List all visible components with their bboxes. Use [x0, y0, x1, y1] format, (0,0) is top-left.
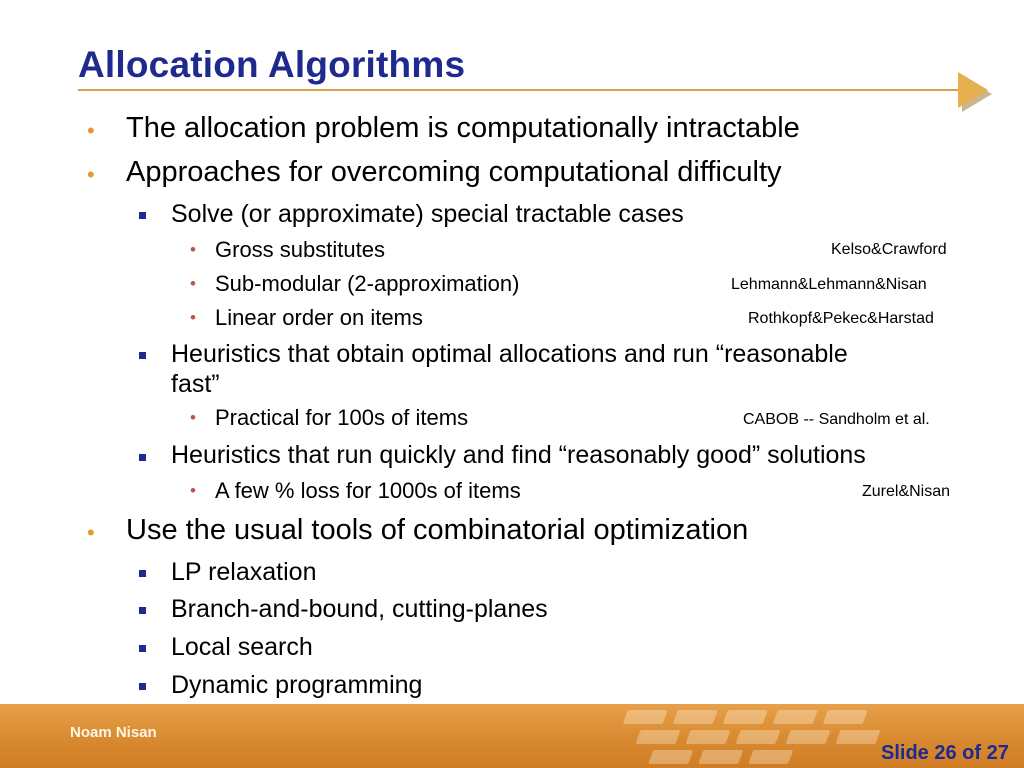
bullet-level3: Practical for 100s of items — [215, 405, 469, 430]
bullet-level3: Sub-modular (2-approximation) — [215, 271, 520, 296]
citation: Lehmann&Lehmann&Nisan — [731, 276, 927, 293]
bullet-level2: Branch-and-bound, cutting-planes — [171, 595, 548, 623]
slide-title: Allocation Algorithms — [78, 44, 466, 85]
bullet-dot-icon: • — [87, 520, 95, 545]
footer-author: Noam Nisan — [70, 724, 157, 741]
citation: CABOB -- Sandholm et al. — [743, 411, 930, 428]
bullet-level1: Use the usual tools of combinatorial optimization — [126, 514, 749, 546]
square-bullet-icon — [139, 607, 146, 614]
citation: Rothkopf&Pekec&Harstad — [748, 310, 934, 327]
citation: Zurel&Nisan — [862, 483, 951, 500]
play-arrow-icon[interactable] — [956, 70, 994, 114]
bullet-dot-icon: • — [87, 162, 95, 187]
bullet-dot-icon: • — [190, 274, 196, 293]
bullet-dot-icon: • — [190, 308, 196, 327]
square-bullet-icon — [139, 212, 146, 219]
square-bullet-icon — [139, 570, 146, 577]
bullet-level2: Local search — [171, 633, 313, 661]
bullet-dot-icon: • — [190, 481, 196, 500]
citation: Kelso&Crawford — [831, 241, 947, 258]
title-divider — [78, 89, 958, 91]
square-bullet-icon — [139, 454, 146, 461]
bullet-dot-icon: • — [190, 240, 196, 259]
bullet-level3: Linear order on items — [215, 305, 423, 330]
square-bullet-icon — [139, 683, 146, 690]
bullet-level3: Gross substitutes — [215, 237, 385, 262]
bullet-level2: Dynamic programming — [171, 671, 423, 699]
bullet-level2-continued: fast” — [171, 370, 220, 398]
square-bullet-icon — [139, 352, 146, 359]
bullet-level2: Solve (or approximate) special tractable cases — [171, 200, 684, 228]
slide-number: Slide 26 of 27 — [881, 742, 1009, 764]
bullet-dot-icon: • — [190, 408, 196, 427]
bullet-level2: Heuristics that run quickly and find “reasonably good” solutions — [171, 441, 866, 469]
bullet-level2: LP relaxation — [171, 558, 317, 586]
square-bullet-icon — [139, 645, 146, 652]
slide-footer — [0, 704, 1024, 768]
bullet-level1: The allocation problem is computationally intractable — [126, 112, 800, 144]
bullet-level1: Approaches for overcoming computational difficulty — [126, 156, 782, 188]
bullet-dot-icon: • — [87, 118, 95, 143]
bullet-level2: Heuristics that obtain optimal allocations and run “reasonable — [171, 340, 848, 368]
bullet-level3: A few % loss for 1000s of items — [215, 478, 521, 503]
